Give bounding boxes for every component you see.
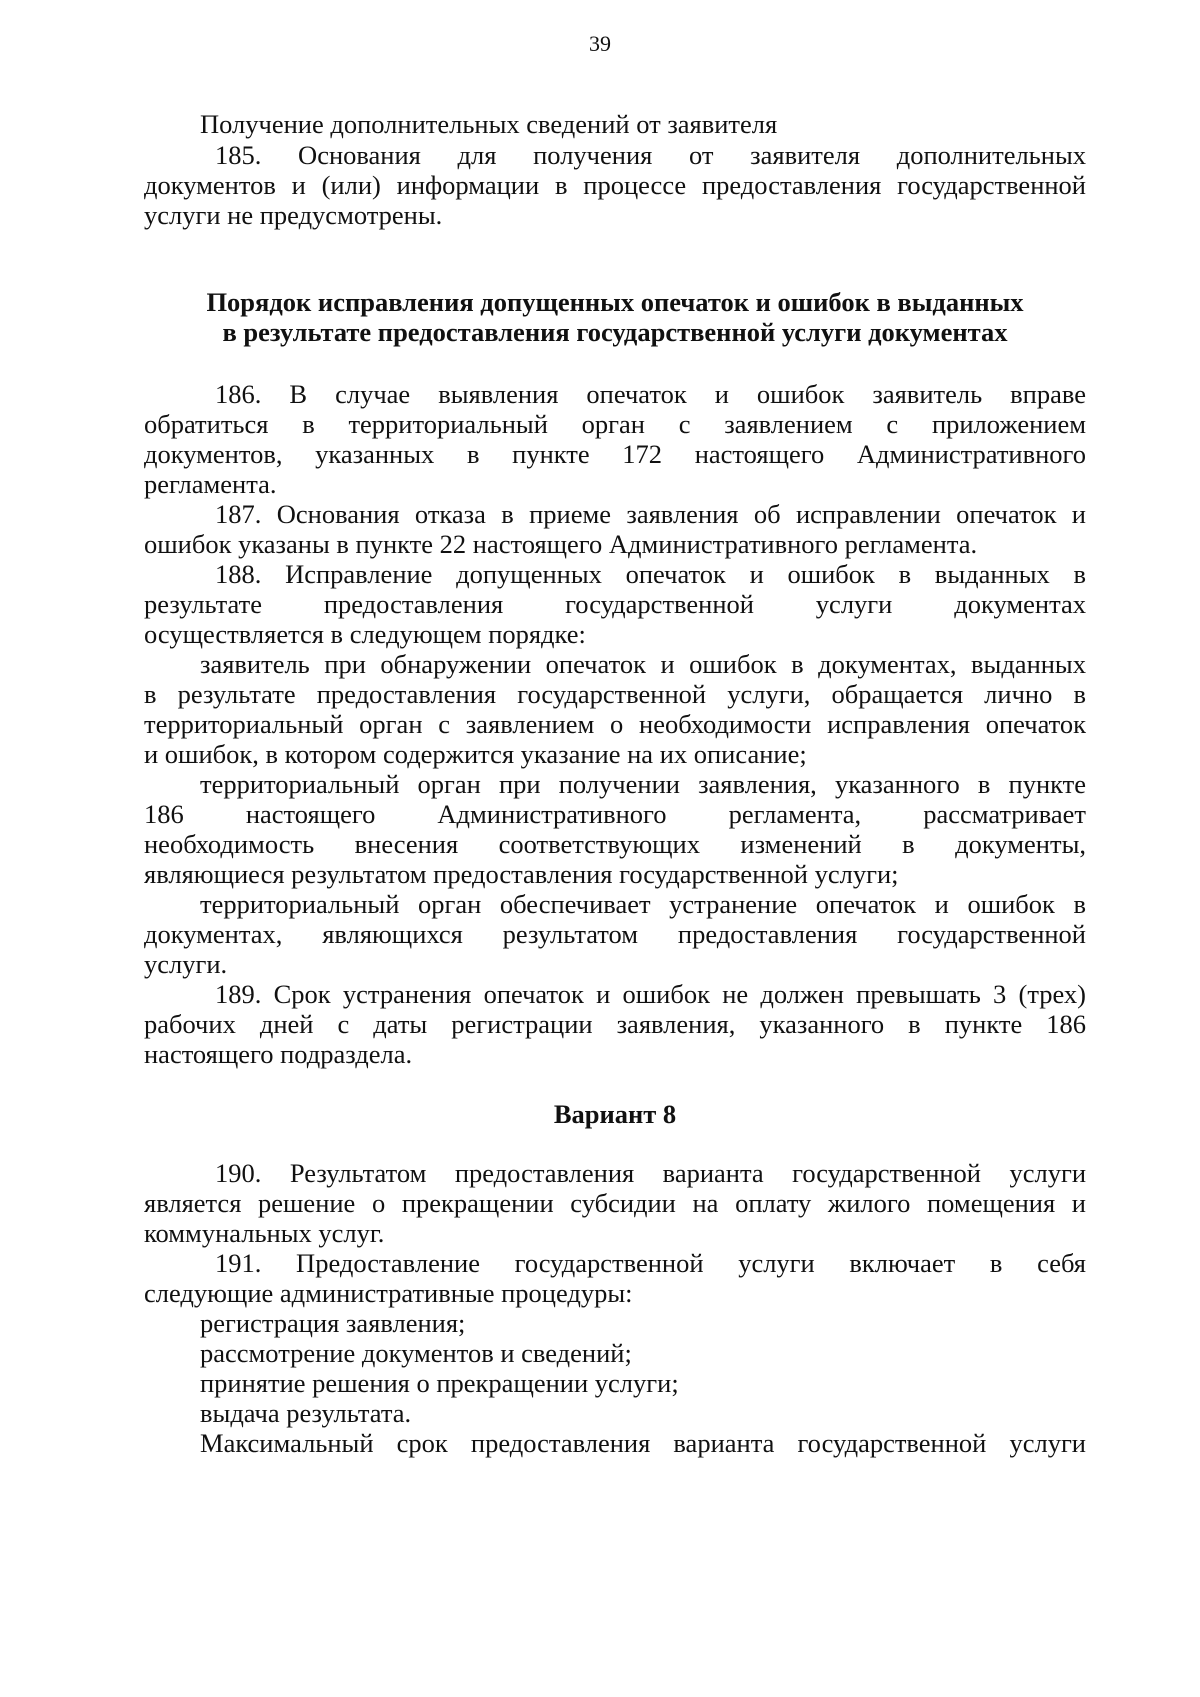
paragraph-185-line-1: 185. Основания для получения от заявителя дополнительных: [215, 140, 1086, 170]
paragraph-187-line-1: 187. Основания отказа в приеме заявления об исправлении опечаток и: [215, 499, 1086, 529]
section-heading-line-2: в результате предоставления государственной услуги документах: [222, 317, 1008, 347]
procedure-item: рассмотрение документов и сведений;: [200, 1338, 632, 1368]
paragraph-189-line-3: настоящего подраздела.: [144, 1039, 413, 1069]
paragraph-191-line-2: следующие административные процедуры:: [144, 1278, 633, 1308]
paragraph-188-line-3: осуществляется в следующем порядке:: [144, 619, 586, 649]
list-item-3-line-2: документах, являющихся результатом предоставления государственной: [144, 919, 1086, 949]
paragraph-185-line-3: услуги не предусмотрены.: [144, 200, 443, 230]
paragraph-185-line-2: документов и (или) информации в процессе предоставления государственной: [144, 170, 1086, 200]
paragraph-189-line-1: 189. Срок устранения опечаток и ошибок не должен превышать 3 (трех): [215, 979, 1086, 1009]
section-heading-line-1: Порядок исправления допущенных опечаток и ошибок в выданных: [206, 287, 1024, 317]
list-item-3-line-1: территориальный орган обеспечивает устранение опечаток и ошибок в: [200, 889, 1086, 919]
paragraph-187-line-2: ошибок указаны в пункте 22 настоящего Административного регламента.: [144, 529, 978, 559]
page-number: 39: [589, 31, 611, 56]
paragraph-186-line-1: 186. В случае выявления опечаток и ошибок заявитель вправе: [215, 379, 1086, 409]
paragraph-188-line-1: 188. Исправление допущенных опечаток и ошибок в выданных в: [215, 559, 1086, 589]
list-item-1-line-3: территориальный орган с заявлением о необходимости исправления опечаток: [144, 709, 1086, 739]
procedure-item: регистрация заявления;: [200, 1308, 466, 1338]
list-item-2-line-2: 186 настоящего Административного регламента, рассматривает: [144, 799, 1086, 829]
paragraph-188-line-2: результате предоставления государственной услуги документах: [144, 589, 1086, 619]
procedure-item: выдача результата.: [200, 1398, 412, 1428]
list-item-1-line-1: заявитель при обнаружении опечаток и ошибок в документах, выданных: [200, 649, 1086, 679]
list-item-1-line-4: и ошибок, в котором содержится указание на их описание;: [144, 739, 807, 769]
paragraph-186-line-2: обратиться в территориальный орган с заявлением с приложением: [144, 409, 1086, 439]
paragraph-189-line-2: рабочих дней с даты регистрации заявления, указанного в пункте 186: [144, 1009, 1086, 1039]
max-term-paragraph-line-1: Максимальный срок предоставления варианта государственной услуги: [200, 1428, 1086, 1458]
paragraph-190-line-3: коммунальных услуг.: [144, 1218, 385, 1248]
paragraph-186-line-4: регламента.: [144, 469, 277, 499]
list-item-3-line-3: услуги.: [144, 949, 228, 979]
procedure-item: принятие решения о прекращении услуги;: [200, 1368, 679, 1398]
list-item-2-line-1: территориальный орган при получении заявления, указанного в пункте: [200, 769, 1086, 799]
paragraph-190-line-2: является решение о прекращении субсидии на оплату жилого помещения и: [144, 1188, 1086, 1218]
list-item-2-line-4: являющиеся результатом предоставления государственной услуги;: [144, 859, 899, 889]
paragraph-191-line-1: 191. Предоставление государственной услуги включает в себя: [215, 1248, 1086, 1278]
paragraph-186-line-3: документов, указанных в пункте 172 настоящего Административного: [144, 439, 1086, 469]
variant-heading: Вариант 8: [553, 1099, 677, 1129]
subsection-title: Получение дополнительных сведений от заявителя: [200, 109, 778, 139]
paragraph-190-line-1: 190. Результатом предоставления варианта государственной услуги: [215, 1158, 1086, 1188]
list-item-2-line-3: необходимость внесения соответствующих изменений в документы,: [144, 829, 1086, 859]
list-item-1-line-2: в результате предоставления государственной услуги, обращается лично в: [144, 679, 1086, 709]
